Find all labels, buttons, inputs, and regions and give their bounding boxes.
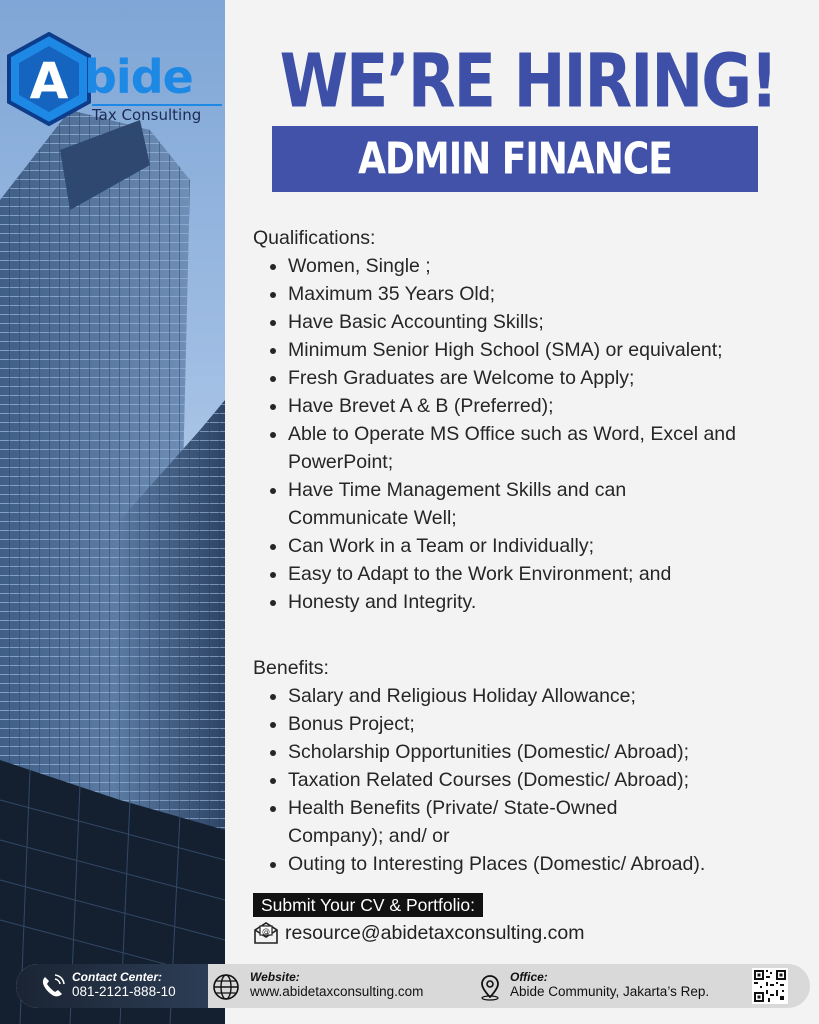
location-pin-icon	[476, 973, 504, 1001]
logo-wordmark: bide	[84, 50, 193, 104]
list-item: Have Brevet A & B (Preferred);	[267, 392, 803, 420]
benefits-section	[253, 654, 803, 878]
list-item: Taxation Related Courses (Domestic/ Abroad);	[267, 766, 803, 794]
envelope-icon	[253, 922, 279, 944]
list-item: Salary and Religious Holiday Allowance;	[267, 682, 803, 710]
office	[476, 970, 756, 1004]
list-item: Scholarship Opportunities (Domestic/ Abroad);	[267, 738, 803, 766]
globe-icon	[212, 973, 240, 1001]
role-title: ADMIN FINANCE	[358, 134, 672, 184]
list-item: Able to Operate MS Office such as Word, Excel and PowerPoint;	[267, 420, 767, 476]
website-url: www.abidetaxconsulting.com	[250, 984, 424, 999]
office-address: Abide Community, Jakarta’s Rep.	[510, 984, 710, 999]
email-link[interactable]	[253, 920, 584, 946]
svg-text:@: @	[262, 927, 270, 936]
abide-logo	[6, 32, 226, 132]
list-item: Maximum 35 Years Old;	[267, 280, 803, 308]
website[interactable]	[212, 970, 468, 1004]
office-label: Office:	[510, 970, 548, 984]
list-item: Bonus Project;	[267, 710, 803, 738]
qualifications-section	[253, 224, 803, 616]
phone-icon	[38, 973, 66, 1001]
contact-label: Contact Center:	[72, 970, 163, 984]
contact-footer-bar	[16, 964, 810, 1008]
role-banner	[272, 126, 758, 192]
list-item: Outing to Interesting Places (Domestic/ Abroad).	[267, 850, 803, 878]
website-label: Website:	[250, 970, 300, 984]
list-item: Easy to Adapt to the Work Environment; and	[267, 560, 803, 588]
list-item: Honesty and Integrity.	[267, 588, 803, 616]
qualifications-heading: Qualifications:	[253, 227, 376, 249]
benefits-list	[253, 682, 803, 878]
skyscraper-photo	[0, 0, 225, 1024]
logo-hexagon-icon	[6, 32, 92, 126]
list-item: Have Time Management Skills and can Communicate Well;	[267, 476, 707, 532]
list-item: Women, Single ;	[267, 252, 803, 280]
qualifications-list	[253, 252, 803, 616]
benefits-heading: Benefits:	[253, 657, 329, 679]
list-item: Have Basic Accounting Skills;	[267, 308, 803, 336]
list-item: Can Work in a Team or Individually;	[267, 532, 803, 560]
hiring-headline: WE’RE HIRING!	[279, 36, 777, 125]
qr-code-icon[interactable]	[752, 968, 788, 1004]
logo-subtitle: Tax Consulting	[92, 106, 202, 124]
skyscraper-illustration	[0, 0, 225, 1024]
contact-center[interactable]	[38, 970, 208, 1004]
email-address: resource@abidetaxconsulting.com	[285, 921, 585, 944]
list-item: Minimum Senior High School (SMA) or equivalent;	[267, 336, 803, 364]
logo-letter: A	[29, 52, 69, 110]
submit-cv-label: Submit Your CV & Portfolio:	[253, 893, 483, 917]
list-item: Fresh Graduates are Welcome to Apply;	[267, 364, 803, 392]
list-item: Health Benefits (Private/ State-Owned Company); and/ or	[267, 794, 707, 850]
contact-phone: 081-2121-888-10	[72, 984, 176, 999]
